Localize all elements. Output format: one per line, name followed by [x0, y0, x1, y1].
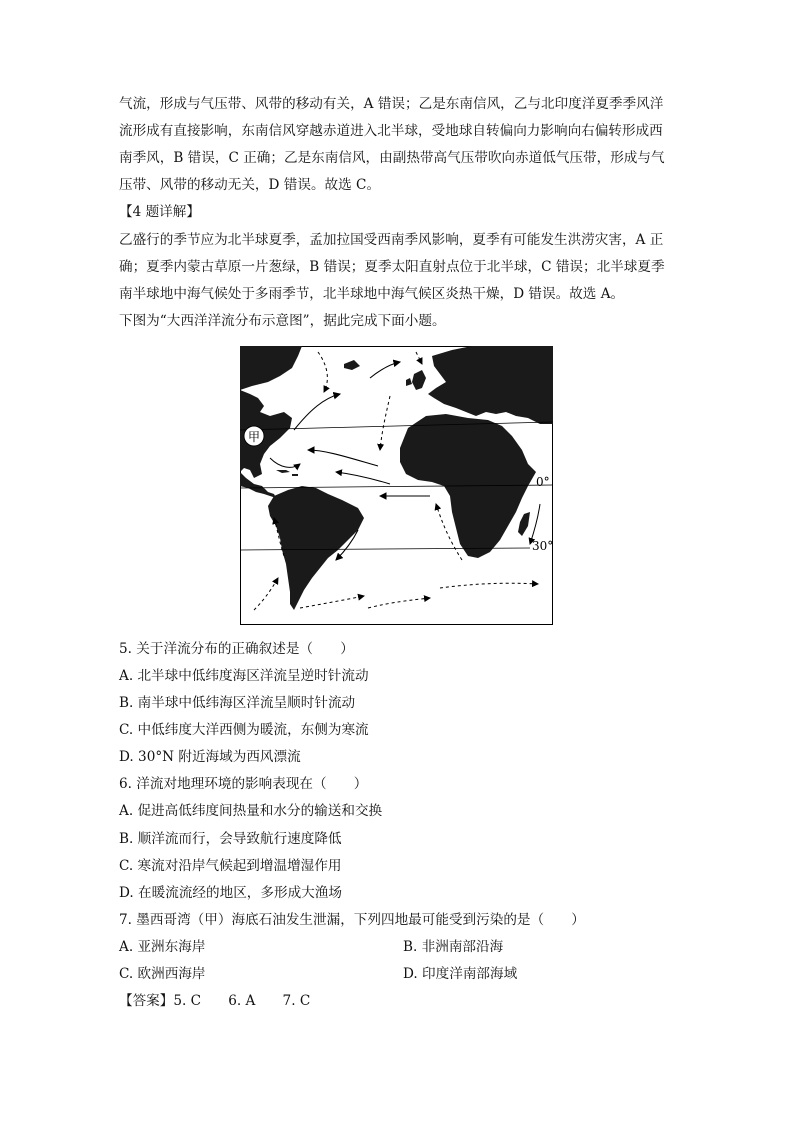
atlantic-current-map — [240, 346, 553, 625]
question-5-option-a: A. 北半球中低纬度海区洋流呈逆时针流动 — [119, 668, 369, 684]
question-7-option-d: D. 印度洋南部海域 — [403, 966, 518, 982]
question-7: 7. 墨西哥湾（甲）海底石油发生泄漏，下列四地最可能受到污染的是（ ） — [119, 912, 585, 928]
question-7-option-a: A. 亚洲东海岸 — [119, 939, 206, 955]
paragraph-line: 流形成有直接影响，东南信风穿越赤道进入北半球，受地球自转偏向力影响向右偏转形成西 — [119, 123, 663, 139]
label-30-degrees: 30° — [532, 539, 553, 553]
question-5-option-d: D. 30°N 附近海域为西风漂流 — [119, 749, 301, 765]
paragraph-line: 南半球地中海气候处于多雨季节，北半球地中海气候区炎热干燥，D 错误。故选 A。 — [119, 286, 625, 302]
figure-intro: 下图为“大西洋洋流分布示意图”，据此完成下面小题。 — [119, 313, 446, 329]
paragraph-line: 压带、风带的移动无关，D 错误。故选 C。 — [119, 177, 381, 193]
question-5-option-c: C. 中低纬度大洋西侧为暖流，东侧为寒流 — [119, 722, 369, 738]
question-5-option-b: B. 南半球中低纬海区洋流呈顺时针流动 — [119, 695, 356, 711]
question-7-option-b: B. 非洲南部沿海 — [403, 939, 504, 955]
answer-line: 【答案】5. C 6. A 7. C — [119, 993, 311, 1009]
paragraph-line: 南季风，B 错误，C 正确；乙是东南信风，由副热带高气压带吹向赤道低气压带，形成与气 — [119, 150, 665, 166]
label-jia: 甲 — [247, 430, 261, 444]
paragraph-line: 确；夏季内蒙古草原一片葱绿，B 错误；夏季太阳直射点位于北半球，C 错误；北半球夏季 — [119, 259, 665, 275]
question-5: 5. 关于洋流分布的正确叙述是（ ） — [119, 641, 354, 657]
paragraph-line: 气流，形成与气压带、风带的移动有关，A 错误；乙是东南信风，乙与北印度洋夏季季风洋 — [119, 96, 664, 112]
label-equator: 0° — [536, 475, 550, 489]
paragraph-line: 乙盛行的季节应为北半球夏季，孟加拉国受西南季风影响，夏季有可能发生洪涝灾害，A 正 — [119, 232, 664, 248]
question-7-option-c: C. 欧洲西海岸 — [119, 966, 206, 982]
question-4-heading: 【4 题详解】 — [119, 204, 200, 220]
question-6-option-b: B. 顺洋流而行，会导致航行速度降低 — [119, 831, 342, 847]
question-6-option-d: D. 在暖流流经的地区，多形成大渔场 — [119, 885, 342, 901]
question-6: 6. 洋流对地理环境的影响表现在（ ） — [119, 776, 368, 792]
question-6-option-a: A. 促进高低纬度间热量和水分的输送和交换 — [119, 803, 383, 819]
question-6-option-c: C. 寒流对沿岸气候起到增温增湿作用 — [119, 858, 342, 874]
